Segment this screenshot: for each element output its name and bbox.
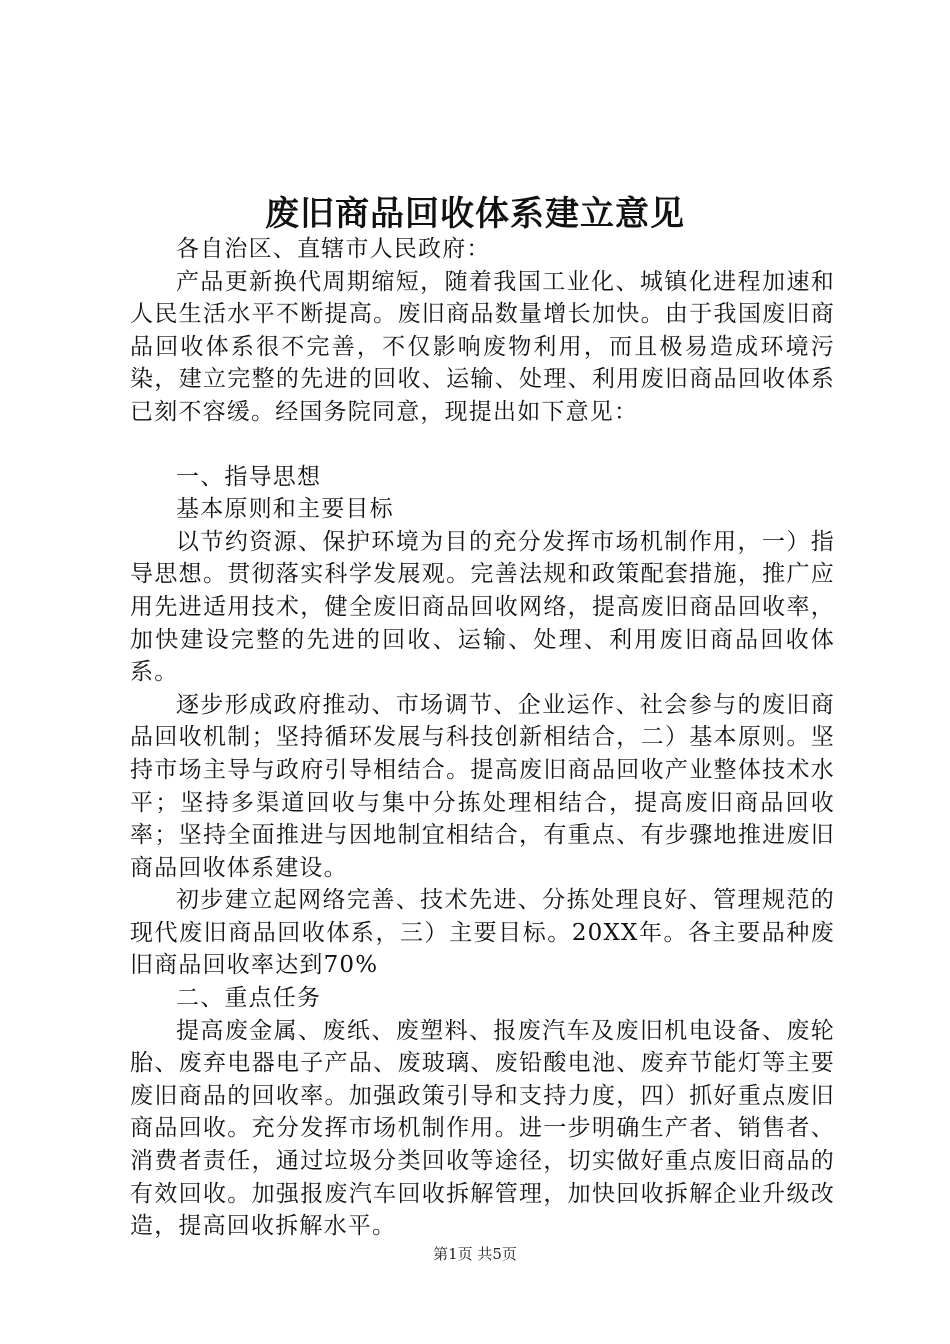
paragraph-guiding-ideology: 以节约资源、保护环境为目的充分发挥市场机制作用，一）指导思想。贯彻落实科学发展观。完善法规和政策配套措施，推广应用先进适用技术，健全废旧商品回收网络，提高废旧商品回收率，加快建设完整的先进的回收、运输、处理、利用废旧商品回收体系。 bbox=[130, 528, 835, 686]
document-body bbox=[130, 233, 835, 1243]
section-subheading-principles: 基本原则和主要目标 bbox=[176, 496, 394, 523]
paragraph-intro: 产品更新换代周期缩短，随着我国工业化、城镇化进程加速和人民生活水平不断提高。废旧商品数量增长加快。由于我国废旧商品回收体系很不完善，不仅影响废物利用，而且极易造成环境污染，建立完整的先进的回收、运输、处理、利用废旧商品回收体系已刻不容缓。经国务院同意，现提出如下意见： bbox=[130, 268, 835, 425]
paragraph-key-tasks: 提高废金属、废纸、废塑料、报废汽车及废旧机电设备、废轮胎、废弃电器电子产品、废玻璃、废铅酸电池、废弃节能灯等主要废旧商品的回收率。加强政策引导和支持力度，四）抓好重点废旧商品回收。充分发挥市场机制作用。进一步明确生产者、销售者、消费者责任，通过垃圾分类回收等途径，切实做好重点废旧商品的有效回收。加强报废汽车回收拆解管理，加快回收拆解企业升级改造，提高回收拆解水平。 bbox=[130, 1017, 835, 1240]
salutation: 各自治区、直辖市人民政府： bbox=[176, 236, 491, 262]
section-heading-guiding-ideology: 一、指导思想 bbox=[176, 463, 322, 490]
document-title: 废旧商品回收体系建立意见 bbox=[265, 194, 685, 234]
page-footer: 第1页 共5页 bbox=[433, 1245, 517, 1263]
paragraph-main-goals: 初步建立起网络完善、技术先进、分拣处理良好、管理规范的现代废旧商品回收体系，三）主要目标。20XX年。各主要品种废旧商品回收率达到70% bbox=[130, 887, 835, 979]
paragraph-basic-principles: 逐步形成政府推动、市场调节、企业运作、社会参与的废旧商品回收机制；坚持循环发展与科技创新相结合，二）基本原则。坚持市场主导与政府引导相结合。提高废旧商品回收产业整体技术水平；坚持多渠道回收与集中分拣处理相结合，提高废旧商品回收率；坚持全面推进与因地制宜相结合，有重点、有步骤地推进废旧商品回收体系建设。 bbox=[130, 691, 835, 881]
section-heading-key-tasks: 二、重点任务 bbox=[176, 985, 322, 1012]
paragraph-spacer bbox=[130, 429, 835, 461]
